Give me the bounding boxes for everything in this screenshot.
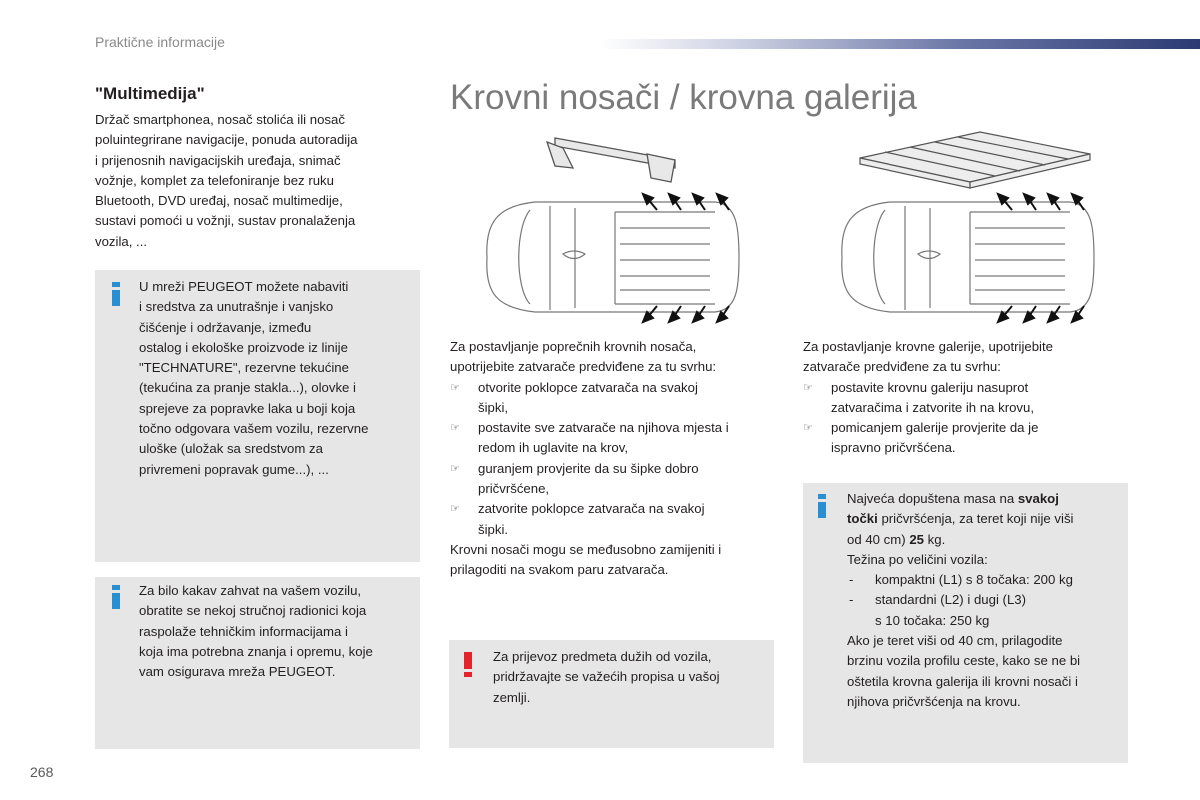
list-item xyxy=(450,418,780,459)
text-line: poluintegrirane navigacije, ponuda autoradija xyxy=(95,132,358,148)
pointing-hand-icon: ☞ xyxy=(450,422,460,435)
text-line: šipki. xyxy=(478,521,509,537)
text-line: U mreži PEUGEOT možete nabaviti xyxy=(139,279,349,294)
list-item xyxy=(450,459,780,500)
text-line: otvorite poklopce zatvarača na svakoj xyxy=(478,379,698,395)
text-line: privremeni popravak gume...), ... xyxy=(139,461,329,477)
text-line: vam osigurava mreža PEUGEOT. xyxy=(139,664,336,680)
van-top-view xyxy=(842,202,1094,312)
text-run: od 40 cm) xyxy=(847,531,910,547)
text-run: pričvršćenja, za teret koji nije viši xyxy=(877,511,1074,527)
exclamation-icon xyxy=(464,652,472,678)
multimedia-text xyxy=(95,110,415,252)
dash-marker: - xyxy=(849,592,854,608)
text-run: kg. xyxy=(923,531,946,547)
info-box-text xyxy=(139,581,417,682)
info-box-workshop xyxy=(95,577,420,749)
text-line: pričvršćene, xyxy=(478,481,550,497)
roof-rack-drawing xyxy=(860,132,1090,188)
text-line: Držač smartphonea, nosač stolića ili nosač xyxy=(95,112,345,127)
list-item xyxy=(450,499,780,540)
text-line: vožnje, komplet za telefoniranje bez ruku xyxy=(95,172,334,188)
text-line: postavite krovnu galeriju nasuprot xyxy=(831,379,1029,395)
text-line: i prijenosnih navigacijskih uređaja, snimač xyxy=(95,152,341,168)
text-line: sprejeve za popravke laka u boji koja xyxy=(139,400,356,416)
info-box-peugeot-products xyxy=(95,270,420,562)
text-line: Za prijevoz predmeta dužih od vozila, xyxy=(493,649,712,664)
pointing-hand-icon: ☞ xyxy=(450,462,460,475)
text-line: (tekućina za pranje stakla...), olovke i xyxy=(139,380,356,396)
text-line: njihova pričvršćenja na krovu. xyxy=(847,693,1021,709)
multimedia-heading: "Multimedija" xyxy=(95,84,205,103)
bold-text: 25 xyxy=(909,531,924,547)
header-gradient-bar xyxy=(600,39,1200,49)
roof-bars-illustration xyxy=(475,128,765,328)
roof-bar-drawing xyxy=(547,138,675,182)
text-line: prilagoditi na svakom paru zatvarača. xyxy=(450,562,669,578)
text-line: redom ih uglavite na krov, xyxy=(478,440,629,456)
pointing-hand-icon: ☞ xyxy=(803,422,813,435)
text-line: uloške (uložak sa sredstvom za xyxy=(139,441,323,457)
text-line: raspolaže tehničkim informacijama i xyxy=(139,623,348,639)
text-line: upotrijebite zatvarače predviđene za tu svrhu: xyxy=(450,359,717,375)
text-line: postavite sve zatvarače na njihova mjesta i xyxy=(478,420,729,436)
pointing-hand-icon: ☞ xyxy=(803,381,813,394)
text-line: Za postavljanje krovne galerije, upotrijebite xyxy=(803,339,1053,354)
info-icon xyxy=(818,494,826,518)
text-line: "TECHNATURE", rezervne tekućine xyxy=(139,360,349,376)
list-item xyxy=(803,418,1133,459)
pointing-hand-icon: ☞ xyxy=(450,381,460,394)
text-line: šipki, xyxy=(478,399,509,415)
info-box-text xyxy=(847,489,1125,712)
roof-rack-illustration xyxy=(830,128,1120,328)
list-item xyxy=(450,378,780,419)
bold-text: svakoj xyxy=(1017,491,1059,506)
text-line: pomicanjem galerije provjerite da je xyxy=(831,420,1039,436)
text-line: vozila, ... xyxy=(95,233,148,249)
text-line: zemlji. xyxy=(493,689,531,705)
text-line: oštetila krovna galerija ili krovni nosači i xyxy=(847,673,1078,689)
text-line: zatvaračima i zatvorite ih na krovu, xyxy=(831,399,1035,415)
text-line: Krovni nosači mogu se međusobno zamijeniti i xyxy=(450,541,722,557)
text-line: zatvarače predviđene za tu svrhu: xyxy=(803,359,1001,375)
text-line: i sredstva za unutrašnje i vanjsko xyxy=(139,299,334,315)
text-line: sustavi pomoći u vožnji, sustav pronalaženja xyxy=(95,213,356,229)
text-line: točno odgovara vašem vozilu, rezervne xyxy=(139,421,369,437)
warning-box xyxy=(449,640,774,748)
info-icon xyxy=(112,585,120,609)
attachment-arrows xyxy=(643,194,729,322)
text-line: Bluetooth, DVD uređaj, nosač multimedije, xyxy=(95,193,343,209)
info-box-text xyxy=(139,277,414,480)
section-title: Praktične informacije xyxy=(95,34,225,50)
text-line xyxy=(847,530,1125,550)
info-icon xyxy=(112,282,120,306)
roof-bars-instructions xyxy=(450,337,780,581)
text-line: standardni (L2) i dugi (L3) xyxy=(875,592,1027,608)
text-line: Za postavljanje poprečnih krovnih nosača, xyxy=(450,339,697,354)
text-line: brzinu vozila profilu ceste, kako se ne bi xyxy=(847,653,1081,669)
bold-text: točki xyxy=(847,511,878,527)
list-item xyxy=(847,570,1125,590)
list-item xyxy=(847,590,1125,631)
text-line: Za bilo kakav zahvat na vašem vozilu, xyxy=(139,583,362,598)
text-line: čišćenje i održavanje, između xyxy=(139,319,312,335)
warning-text xyxy=(493,647,768,708)
text-line: zatvorite poklopce zatvarača na svakoj xyxy=(478,501,705,517)
roof-rack-instructions xyxy=(803,337,1133,459)
text-run: Najveća dopuštena masa na xyxy=(847,491,1018,506)
text-line: pridržavajte se važećih propisa u vašoj xyxy=(493,669,720,685)
attachment-arrows xyxy=(998,194,1084,322)
pointing-hand-icon: ☞ xyxy=(450,503,460,516)
text-line: kompaktni (L1) s 8 točaka: 200 kg xyxy=(875,572,1073,588)
text-line: guranjem provjerite da su šipke dobro xyxy=(478,460,699,476)
dash-marker: - xyxy=(849,572,854,588)
text-line: ostalog i ekološke proizvode iz linije xyxy=(139,339,348,355)
text-line: Ako je teret viši od 40 cm, prilagodite xyxy=(847,633,1063,649)
text-line xyxy=(847,509,1125,529)
text-line xyxy=(847,489,1125,509)
text-line: koja ima potrebna znanja i opremu, koje xyxy=(139,643,373,659)
info-box-max-load xyxy=(803,483,1128,763)
text-line: ispravno pričvršćena. xyxy=(831,440,956,456)
text-line: Težina po veličini vozila: xyxy=(847,551,988,567)
main-title: Krovni nosači / krovna galerija xyxy=(450,78,917,117)
list-item xyxy=(803,378,1133,419)
text-line: s 10 točaka: 250 kg xyxy=(875,612,990,628)
page-number: 268 xyxy=(30,764,54,780)
van-top-view xyxy=(487,202,739,312)
text-line: obratite se nekoj stručnoj radionici koja xyxy=(139,603,367,619)
